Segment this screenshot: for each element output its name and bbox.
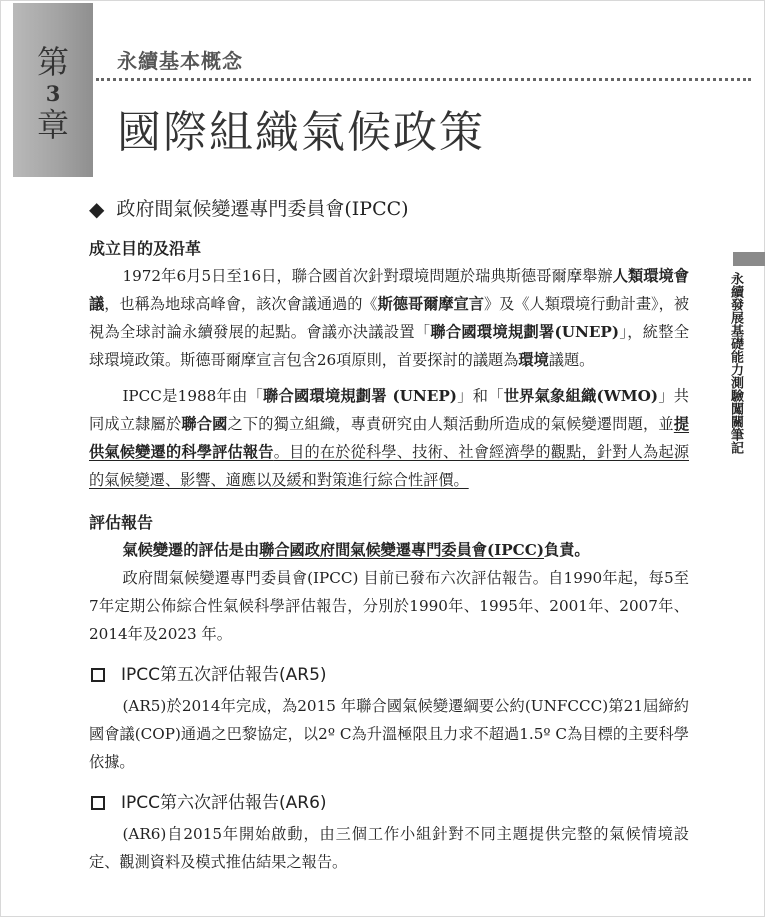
paragraph-assessment-1: 氣候變遷的評估是由聯合國政府間氣候變遷專門委員會(IPCC)負責。 bbox=[122, 541, 590, 559]
heading-establish: 成立目的及沿革 bbox=[89, 239, 202, 258]
section-title bbox=[89, 194, 689, 224]
main-content bbox=[89, 194, 689, 876]
page-title: 國際組織氣候政策 bbox=[117, 107, 485, 158]
bold-term: 人類環境會議 bbox=[89, 267, 689, 313]
underlined-term: 聯合國政府間氣候變遷專門委員會(IPCC) bbox=[259, 541, 545, 559]
checkbox-bullet-icon bbox=[91, 796, 105, 810]
checkbox-bullet-icon bbox=[91, 668, 105, 682]
paragraph-ar5: (AR5)於2014年完成，為2015 年聯合國氣候變遷綱要公約(UNFCCC)第21屆締約國會議(COP)通過之巴黎協定，以2º C為升溫極限且力求不超過1.5º C為目標的主要科學依據。 bbox=[89, 697, 689, 771]
heading-assessment: 評估報告 bbox=[89, 513, 154, 532]
heading-ar5 bbox=[89, 662, 689, 688]
side-book-title: 永續發展基礎能力測驗闖關筆記 bbox=[728, 272, 743, 454]
side-tab-marker bbox=[733, 252, 765, 266]
chapter-tab bbox=[13, 3, 93, 177]
diamond-bullet-icon: ◆ bbox=[89, 197, 105, 221]
paragraph-establish-1: 1972年6月5日至16日，聯合國首次針對環境問題於瑞典斯德哥爾摩舉辦人類環境會議，也稱為地球高峰會，該次會議通過的《斯德哥爾摩宣言》及《人類環境行動計畫》，被視為全球討論永續發展的起點。會議亦決議設置「聯合國環境規劃署(UNEP)」，統整全球環境政策。斯德哥爾摩宣言包含26項原則，首要探討的議題為環境議題。 bbox=[89, 267, 690, 369]
chapter-subtitle: 永續基本概念 bbox=[117, 49, 243, 73]
underlined-text: 。目的在於從科學、技術、社會經濟學的觀點，針對人為起源的氣候變遷、影響、適應以及緩和對策進行綜合性評價。 bbox=[89, 443, 690, 489]
paragraph-assessment-2: 政府間氣候變遷專門委員會(IPCC) 目前已發布六次評估報告。自1990年起，每5至7年定期公佈綜合性氣候科學評估報告，分別於1990年、1995年、2001年、2007年、2014年及2023 年。 bbox=[89, 569, 689, 643]
chapter-label-top: 第 bbox=[36, 43, 69, 81]
heading-ar5-text: IPCC第五次評估報告(AR5) bbox=[121, 665, 327, 685]
bold-term: 聯合國 bbox=[181, 415, 228, 433]
bold-term: 斯德哥爾摩宣言 bbox=[377, 295, 484, 313]
heading-ar6 bbox=[89, 790, 689, 816]
dotted-divider bbox=[96, 78, 751, 81]
paragraph-ar6: (AR6)自2015年開始啟動，由三個工作小組針對不同主題提供完整的氣候情境設定、觀測資料及模式推估結果之報告。 bbox=[89, 825, 689, 871]
underlined-term: 提供氣候變遷的科學評估報告 bbox=[89, 415, 690, 461]
bold-term: 聯合國環境規劃署(UNEP) bbox=[430, 323, 620, 341]
section-title-text: 政府間氣候變遷專門委員會(IPCC) bbox=[116, 198, 409, 220]
chapter-number: 3 bbox=[45, 81, 61, 106]
heading-ar6-text: IPCC第六次評估報告(AR6) bbox=[121, 793, 327, 813]
chapter-label-bottom: 章 bbox=[36, 106, 69, 144]
bold-term: 環境 bbox=[518, 351, 549, 369]
bold-term: 聯合國環境規劃署 (UNEP) bbox=[263, 387, 457, 405]
bold-term: 世界氣象組織(WMO) bbox=[503, 387, 659, 405]
paragraph-establish-2: IPCC是1988年由「聯合國環境規劃署 (UNEP)」和「世界氣象組織(WMO)」共同成立隸屬於聯合國之下的獨立組織，專責研究由人類活動所造成的氣候變遷問題，並提供氣候變遷的科學評估報告。目的在於從科學、技術、社會經濟學的觀點，針對人為起源的氣候變遷、影響、適應以及緩和對策進行綜合性評價。 bbox=[89, 387, 690, 489]
